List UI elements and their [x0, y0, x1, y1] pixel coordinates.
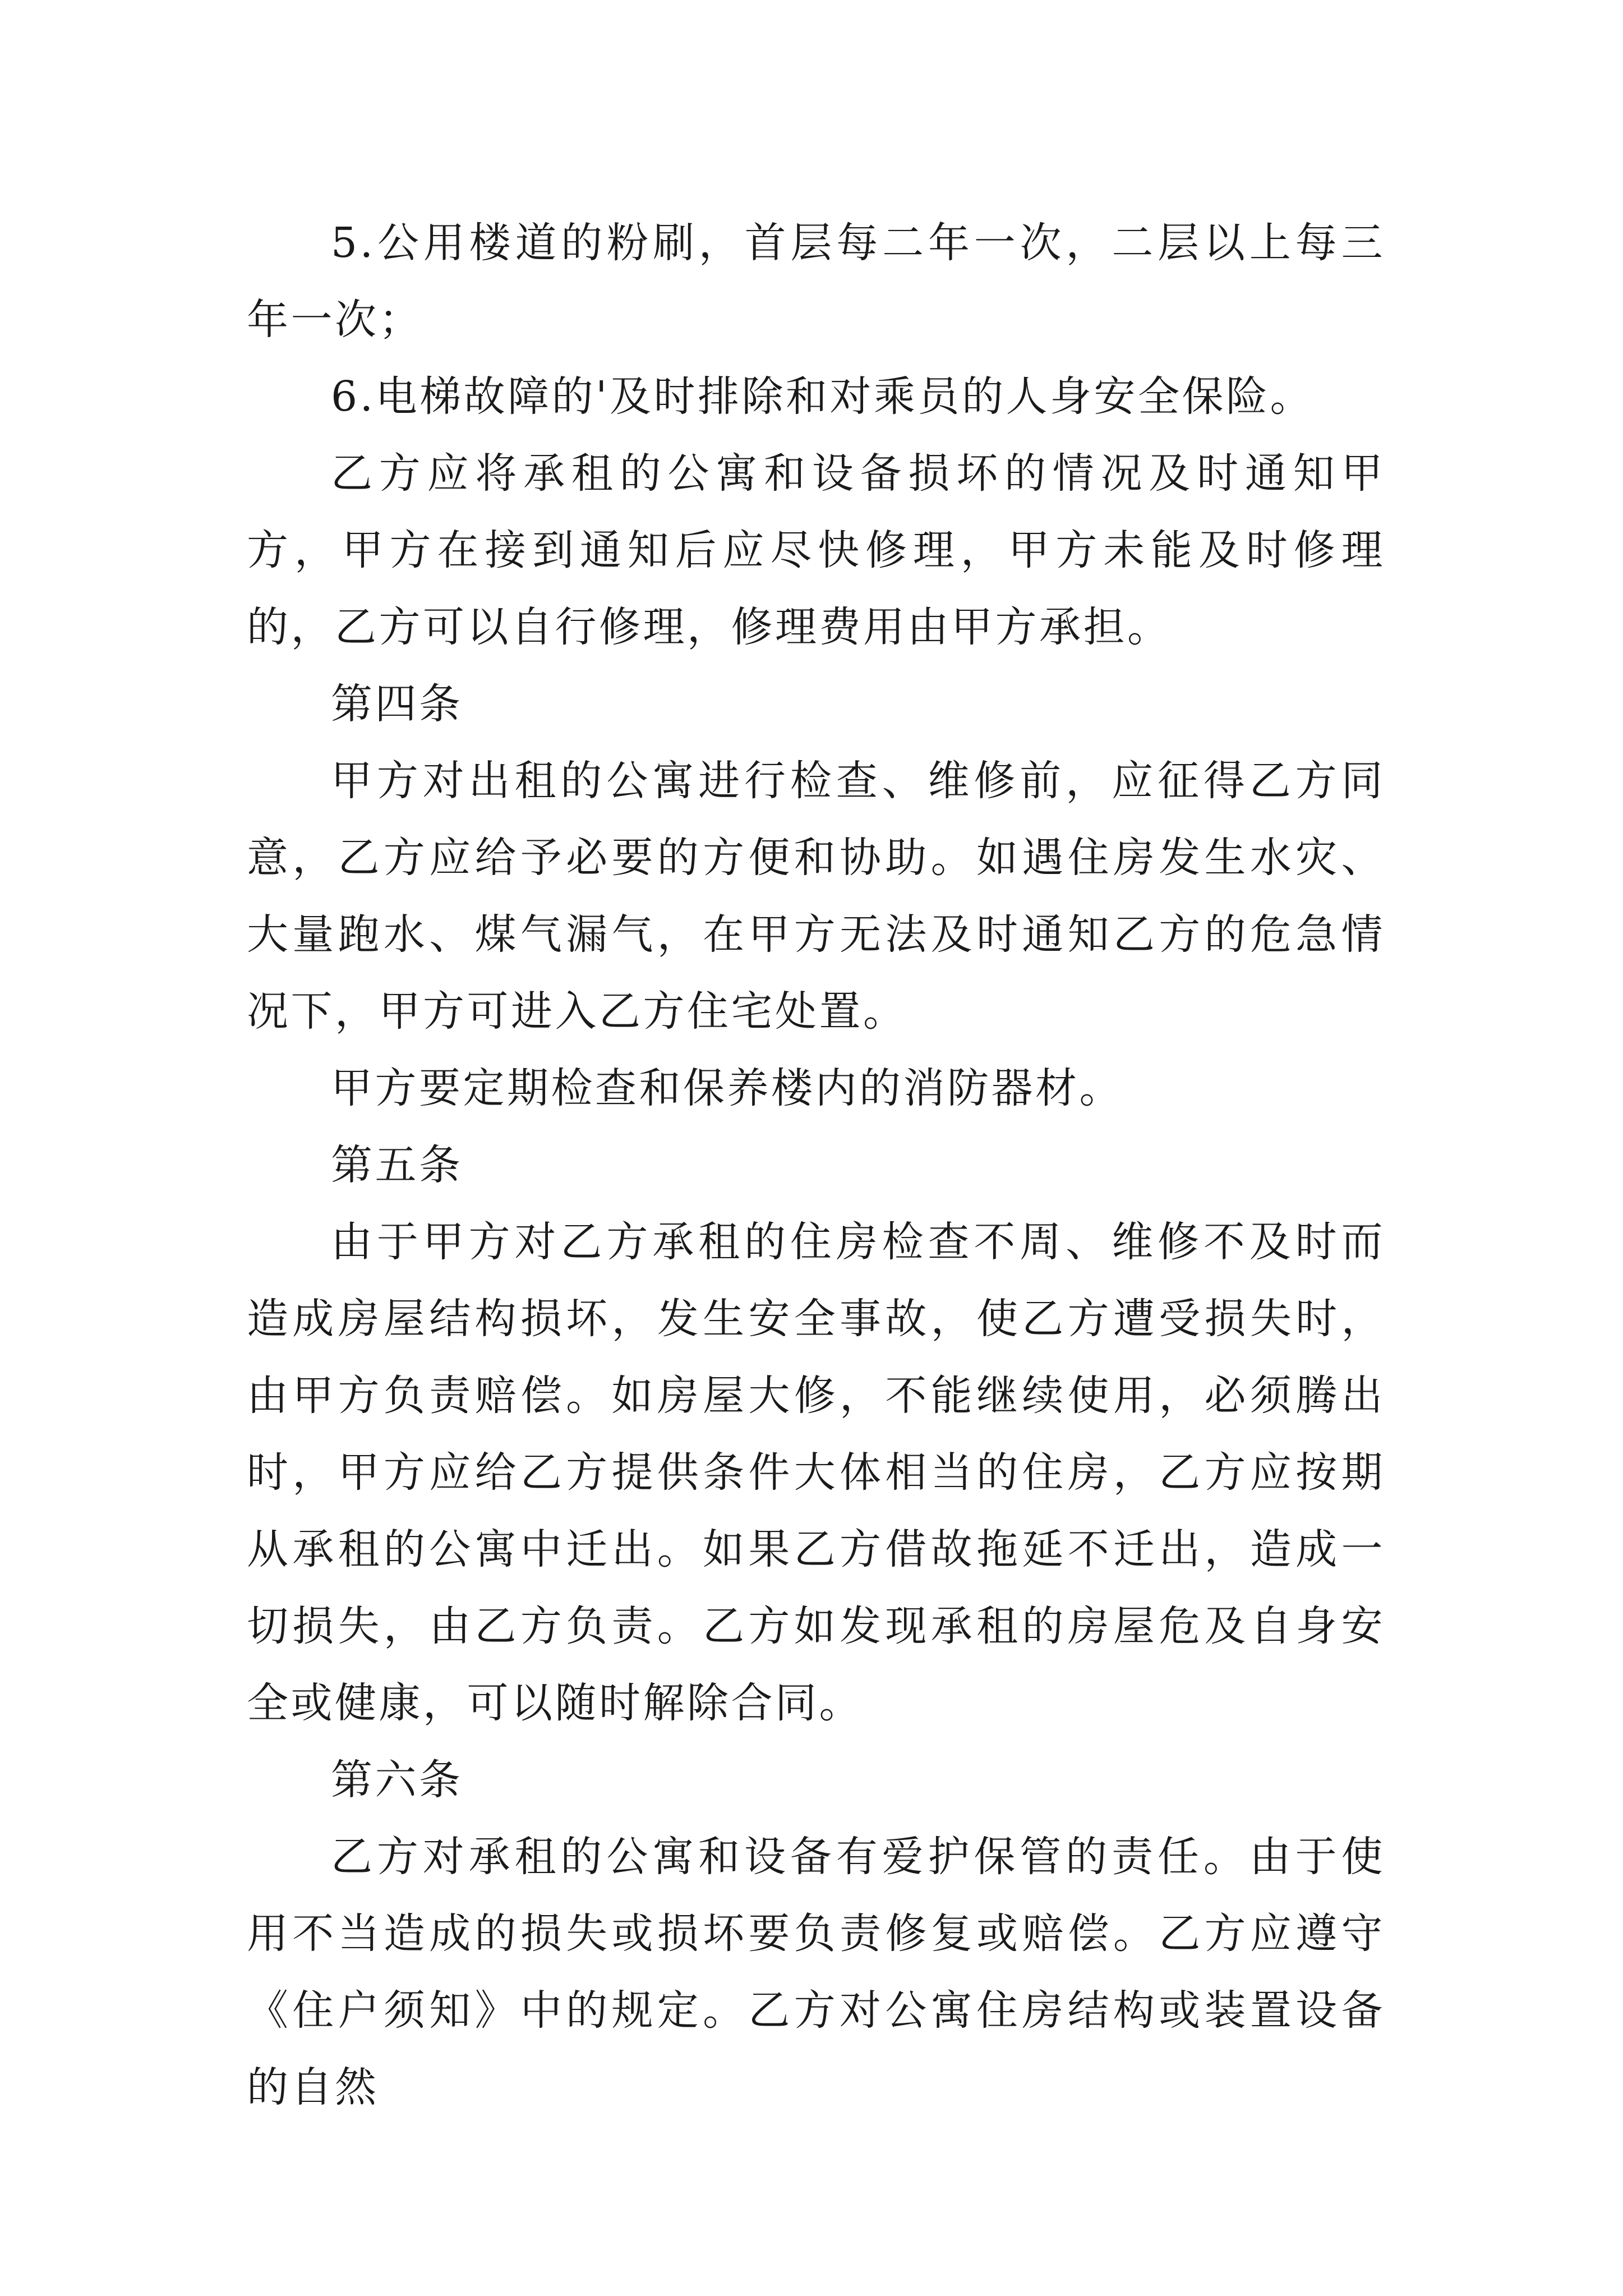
paragraph-tenant-duty: 乙方对承租的公寓和设备有爱护保管的责任。由于使用不当造成的损失或损坏要负责修复或赔偿。乙方应遵守《住户须知》中的规定。乙方对公寓住房结构或装置设备的自然 [247, 1833, 1385, 2111]
paragraph-liability: 由于甲方对乙方承租的住房检查不周、维修不及时而造成房屋结构损坏，发生安全事故，使乙方遭受损失时，由甲方负责赔偿。如房屋大修，不能继续使用，必须腾出时，甲方应给乙方提供条件大体相当的住房，乙方应按期从承租的公寓中迁出。如果乙方借故拖延不迁出，造成一切损失，由乙方负责。乙方如发现承租的房屋危及自身安全或健康，可以随时解除合同。 [247, 1218, 1385, 1727]
paragraph-item-6: 6.电梯故障的'及时排除和对乘员的人身安全保险。 [331, 372, 1314, 421]
paragraph-item-5: 5.公用楼道的粉刷，首层每二年一次，二层以上每三年一次； [247, 219, 1385, 344]
article-heading-6: 第六条 [331, 1756, 463, 1804]
paragraph-fire-equipment: 甲方要定期检查和保养楼内的消防器材。 [331, 1064, 1123, 1112]
article-heading-4: 第四条 [331, 680, 463, 728]
paragraph-repair-notice: 乙方应将承租的公寓和设备损坏的情况及时通知甲方，甲方在接到通知后应尽快修理，甲方未能及时修理的，乙方可以自行修理，修理费用由甲方承担。 [247, 449, 1385, 651]
document-body [247, 205, 1385, 2126]
article-heading-5: 第五条 [331, 1141, 463, 1189]
paragraph-inspection: 甲方对出租的公寓进行检查、维修前，应征得乙方同意，乙方应给予必要的方便和协助。如遇住房发生水灾、大量跑水、煤气漏气，在甲方无法及时通知乙方的危急情况下，甲方可进入乙方住宅处置。 [247, 757, 1385, 1036]
